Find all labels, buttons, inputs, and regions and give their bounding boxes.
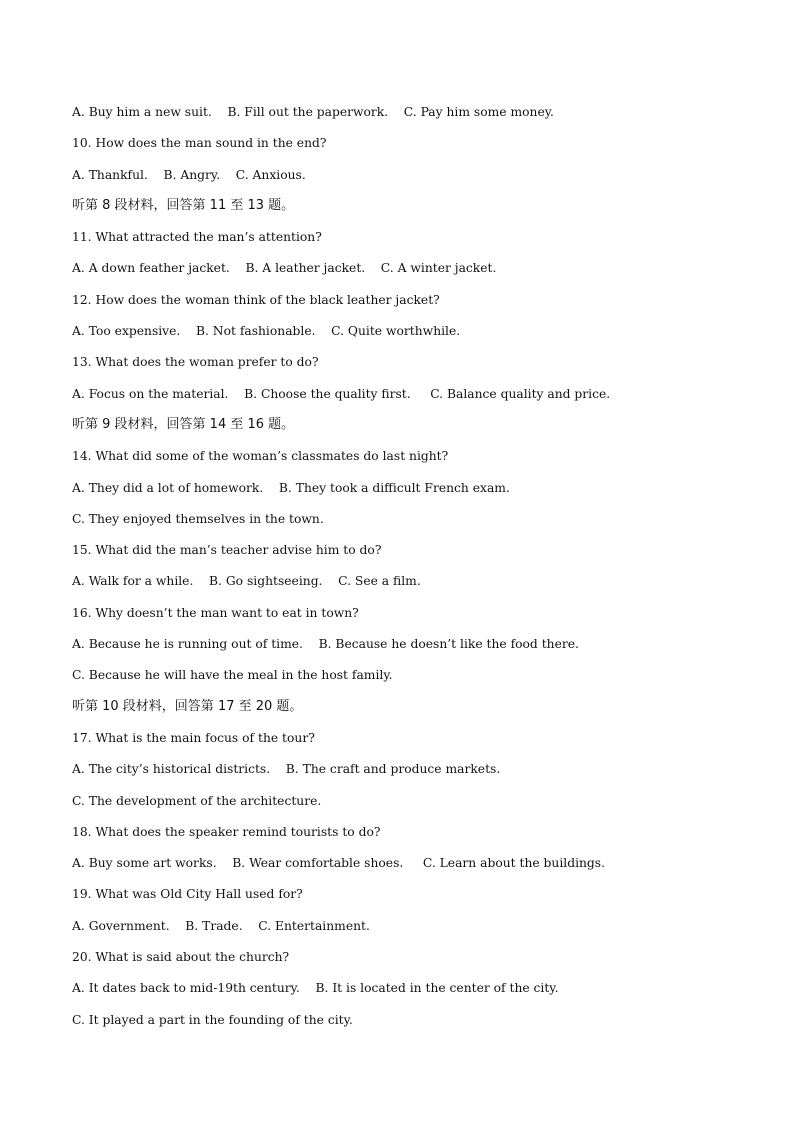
question-16: 16. Why doesn’t the man want to eat in town? [72,605,359,620]
question-15-options: A. Walk for a while. B. Go sightseeing. C. See a film. [72,574,421,589]
question-15: 15. What did the man’s teacher advise him to do? [72,543,382,558]
question-14-option-c: C. They enjoyed themselves in the town. [72,511,324,526]
question-9-options: A. Buy him a new suit. B. Fill out the paperwork. C. Pay him some money. [72,105,554,119]
question-14: 14. What did some of the woman’s classmates do last night? [72,449,449,464]
question-11: 11. What attracted the man’s attention? [72,230,322,245]
question-13-options: A. Focus on the material. B. Choose the quality first. C. Balance quality and price. [72,386,611,401]
question-19-options: A. Government. B. Trade. C. Entertainment. [72,918,370,933]
question-11-options: A. A down feather jacket. B. A leather jacket. C. A winter jacket. [72,261,497,276]
question-19: 19. What was Old City Hall used for? [72,887,303,902]
question-20-options-ab: A. It dates back to mid-19th century. B. It is located in the center of the city. [72,981,559,996]
question-10: 10. How does the man sound in the end? [72,136,327,151]
question-17-options-ab: A. The city’s historical districts. B. The craft and produce markets. [72,762,501,777]
section-heading-8: 听第 8 段材料，回答第 11 至 13 题。 [72,197,295,213]
question-20-option-c: C. It played a part in the founding of the city. [72,1012,353,1027]
question-20: 20. What is said about the church? [72,950,290,965]
question-10-options: A. Thankful. B. Angry. C. Anxious. [72,167,306,182]
question-13: 13. What does the woman prefer to do? [72,355,319,370]
question-18: 18. What does the speaker remind tourists to do? [72,824,381,839]
question-14-options-ab: A. They did a lot of homework. B. They took a difficult French exam. [72,480,510,495]
question-18-options: A. Buy some art works. B. Wear comfortable shoes. C. Learn about the buildings. [72,856,606,871]
question-16-options-ab: A. Because he is running out of time. B. Because he doesn’t like the food there. [72,637,579,652]
question-12: 12. How does the woman think of the black leather jacket? [72,292,440,307]
question-16-option-c: C. Because he will have the meal in the host family. [72,668,393,683]
exam-page [72,100,752,1039]
section-heading-9: 听第 9 段材料，回答第 14 至 16 题。 [72,416,295,432]
question-17: 17. What is the main focus of the tour? [72,730,315,745]
question-17-option-c: C. The development of the architecture. [72,793,322,808]
section-heading-10: 听第 10 段材料，回答第 17 至 20 题。 [72,698,303,714]
question-12-options: A. Too expensive. B. Not fashionable. C. Quite worthwhile. [72,324,461,339]
